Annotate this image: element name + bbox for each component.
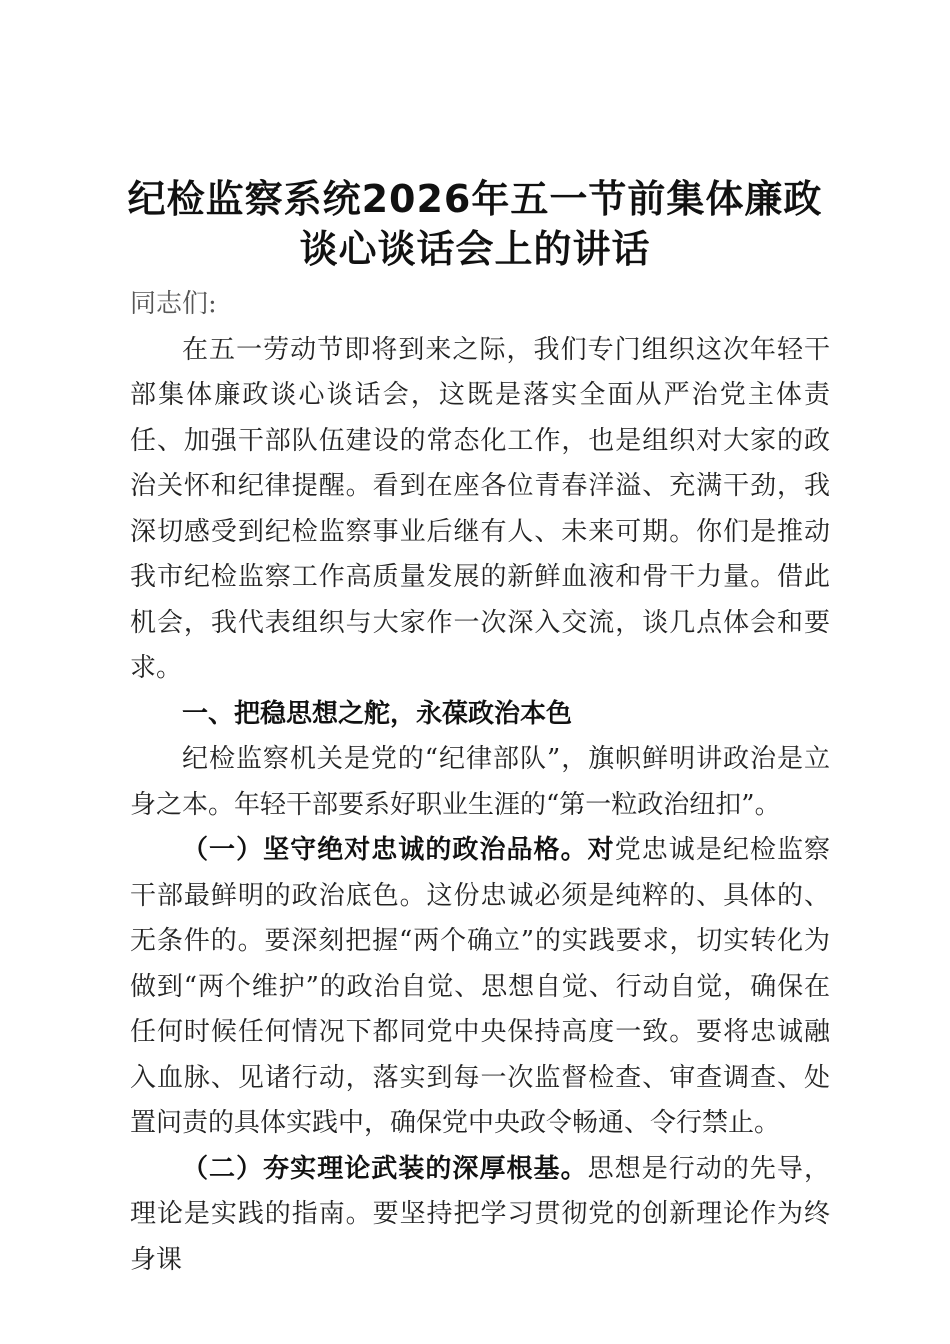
section-1-intro-paragraph: 纪检监察机关是党的“纪律部队”，旗帜鲜明讲政治是立身之本。年轻干部要系好职业生涯的“第一粒政治纽扣”。: [130, 744, 830, 820]
document-title-line-1: 纪检监察系统2026年五一节前集体廉政: [127, 177, 823, 221]
document-body: [130, 282, 830, 1283]
point-2-lead: （二）夯实理论武装的深厚根基。: [182, 1153, 588, 1184]
point-1-paragraph: [130, 828, 830, 1147]
section-1-heading: 一、把稳思想之舵，永葆政治本色: [182, 698, 573, 729]
point-2-paragraph: [130, 1147, 830, 1284]
point-1-text: 党忠诚是纪检监察干部最鲜明的政治底色。这份忠诚必须是纯粹的、具体的、无条件的。要深刻把握“两个确立”的实践要求，切实转化为做到“两个维护”的政治自觉、思想自觉、行动自觉，确保在任何时候任何情况下都同党中央保持高度一致。要将忠诚融入血脉、见诸行动，落实到每一次监督检查、审查调查、处置问责的具体实践中，确保党中央政令畅通、令行禁止。: [130, 835, 830, 1138]
intro-paragraph: 在五一劳动节即将到来之际，我们专门组织这次年轻干部集体廉政谈心谈话会，这既是落实全面从严治党主体责任、加强干部队伍建设的常态化工作，也是组织对大家的政治关怀和纪律提醒。看到在座各位青春洋溢、充满干劲，我深切感受到纪检监察事业后继有人、未来可期。你们是推动我市纪检监察工作高质量发展的新鲜血液和骨干力量。借此机会，我代表组织与大家作一次深入交流，谈几点体会和要求。: [130, 334, 830, 683]
point-1-lead: （一）坚守绝对忠诚的政治品格。对: [182, 835, 615, 865]
salutation: 同志们:: [130, 289, 217, 319]
point-2-text: 思想是行动的先导，理论是实践的指南。要坚持把学习贯彻党的创新理论作为终身课: [130, 1153, 830, 1275]
document-title-line-2: 谈心谈话会上的讲话: [299, 227, 651, 271]
